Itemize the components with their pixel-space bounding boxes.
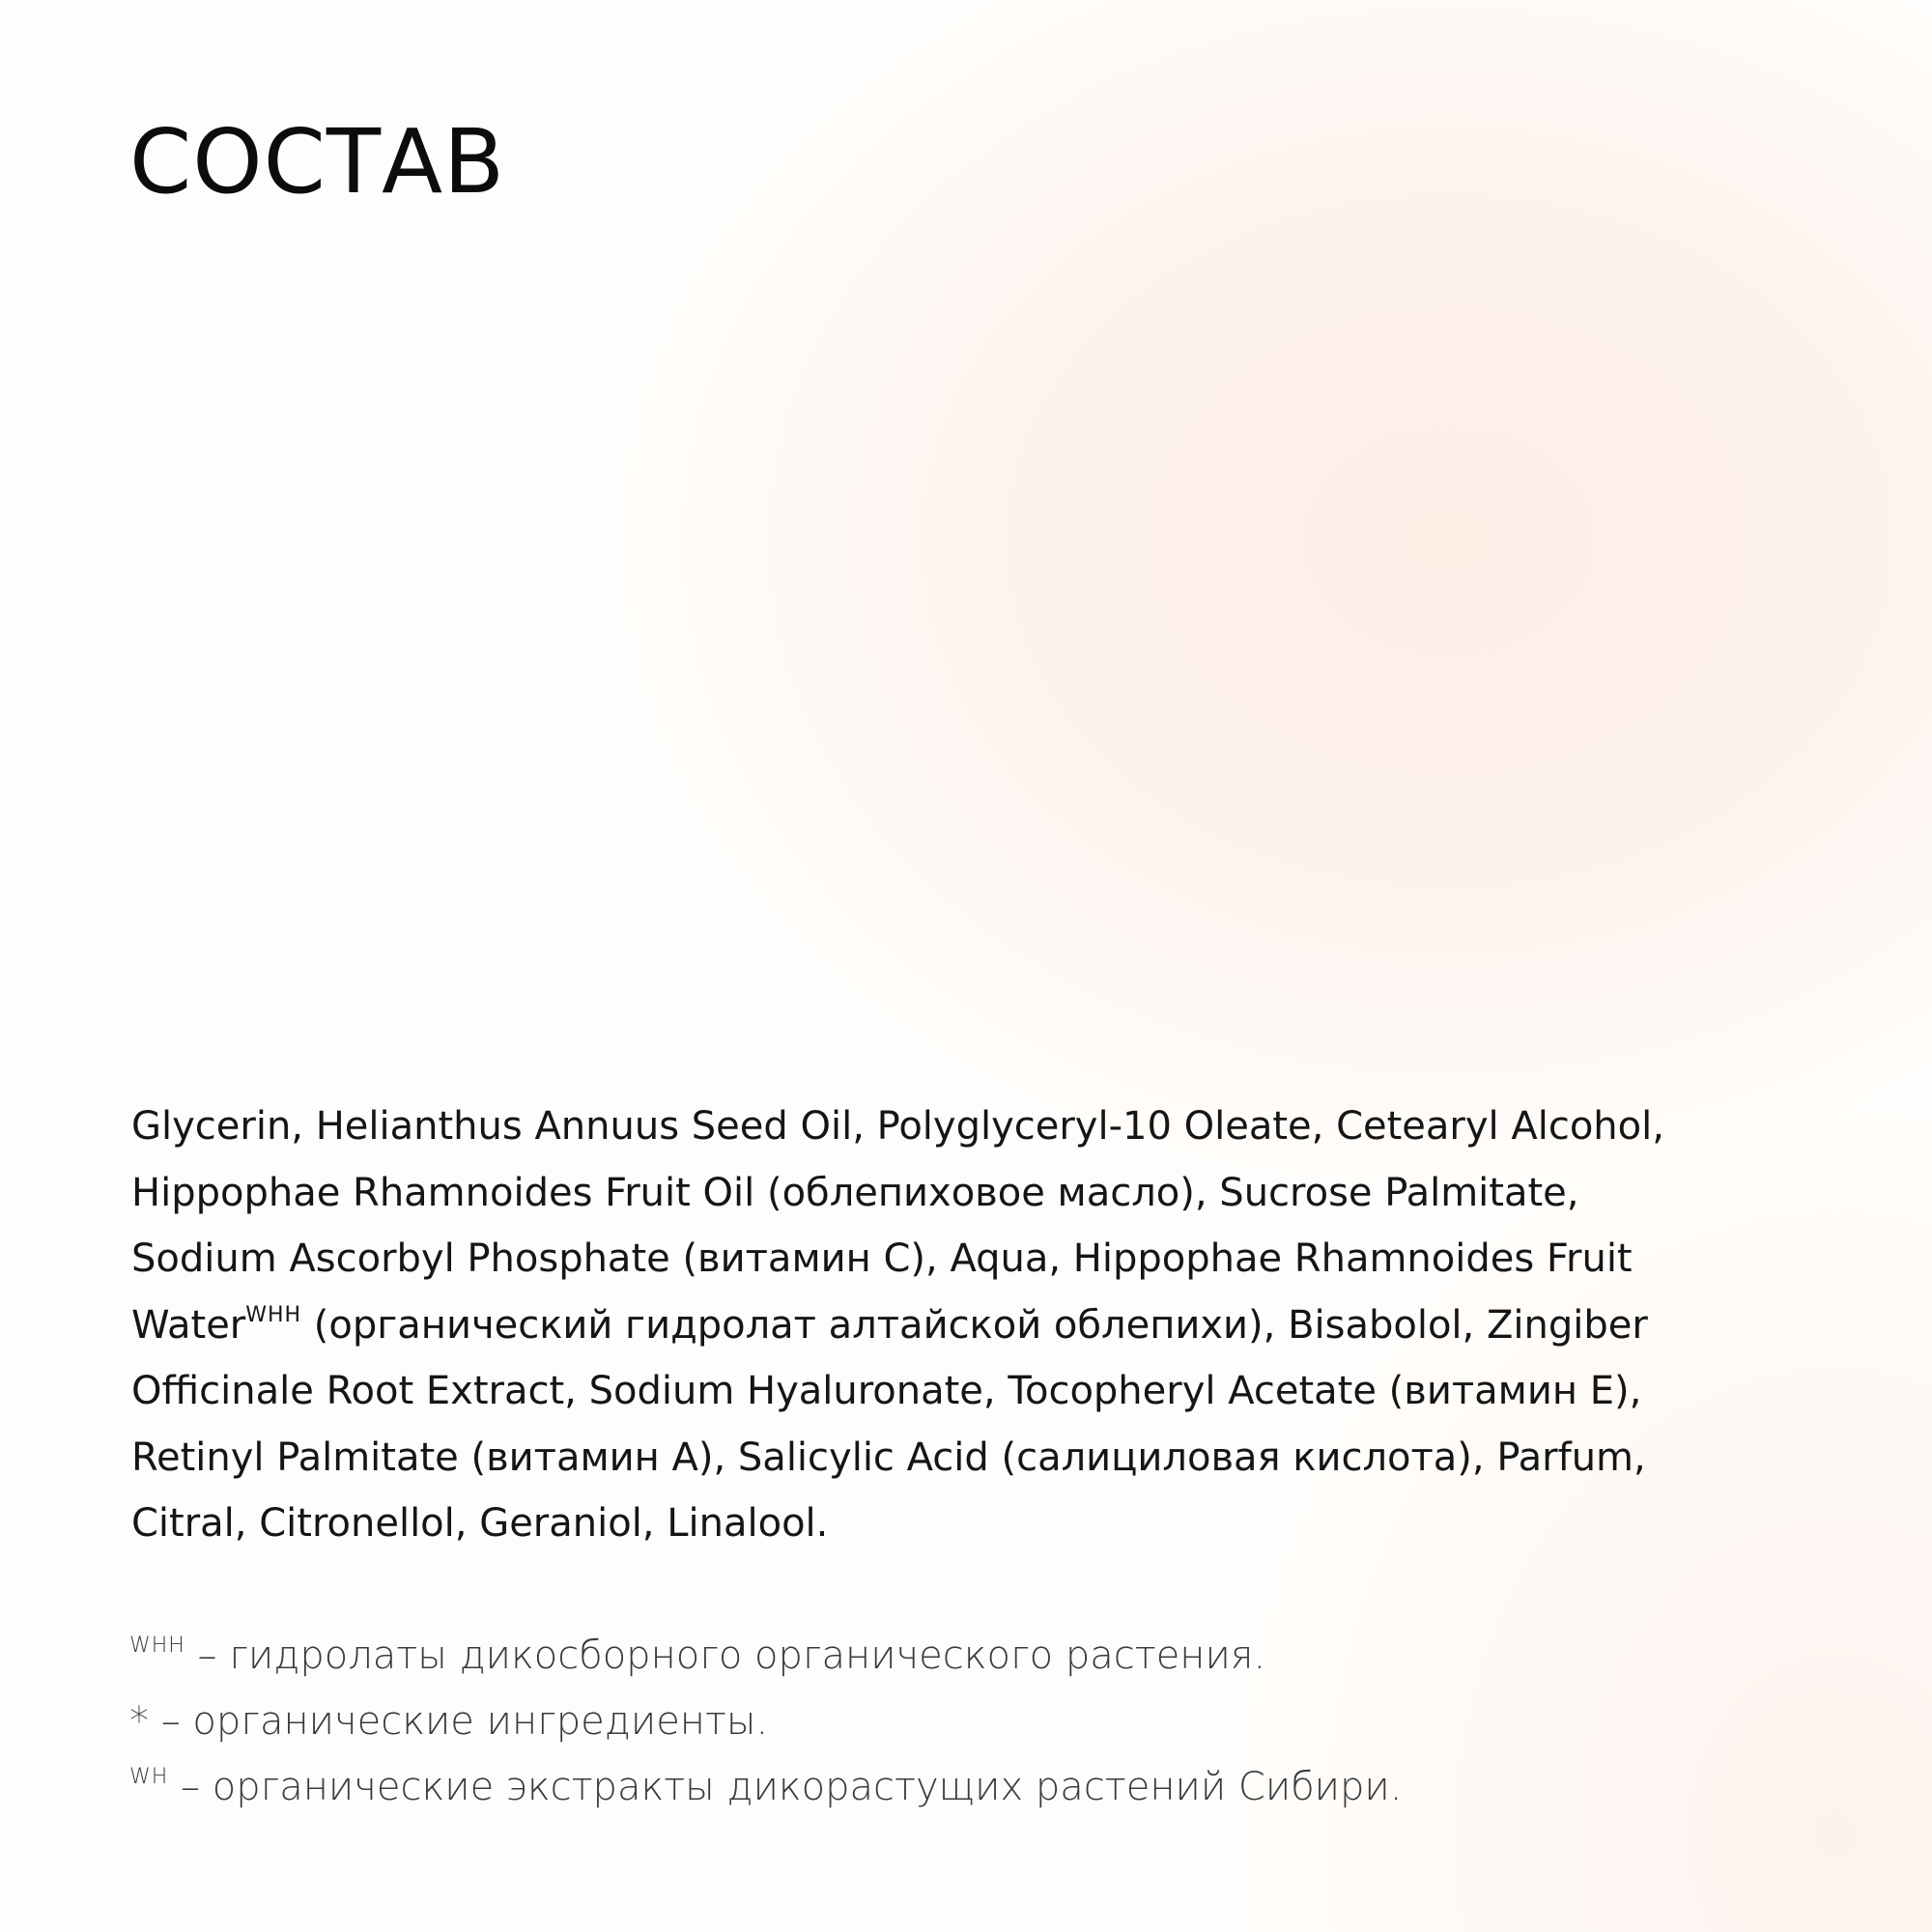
whh-superscript: WHH — [245, 1302, 302, 1327]
footnote-text: – органические экстракты дикорастущих растений Сибири. — [168, 1765, 1403, 1809]
footnote-text: – органические ингредиенты. — [149, 1699, 769, 1744]
footnotes — [129, 1623, 1810, 1820]
footnote-mark: WHH — [129, 1634, 185, 1658]
footnote-wh — [129, 1754, 1810, 1820]
ingredients-line: Retinyl Palmitate (витамин А), Salicylic Acid (салициловая кислота), Parfum, — [131, 1435, 1646, 1480]
page-title: СОСТАВ — [129, 110, 506, 213]
ingredient-text: (органический гидролат алтайской облепихи), Bisabolol, Zingiber — [301, 1302, 1648, 1348]
ingredients-line: Hippophae Rhamnoides Fruit Oil (облепиховое масло), Sucrose Palmitate, — [131, 1170, 1579, 1215]
ingredients-line: Glycerin, Helianthus Annuus Seed Oil, Polyglyceryl-10 Oleate, Cetearyl Alcohol, — [131, 1104, 1664, 1149]
footnote-mark: WH — [129, 1765, 169, 1789]
ingredients-line: Citral, Citronellol, Geraniol, Linalool. — [131, 1501, 829, 1546]
ingredients-line: Officinale Root Extract, Sodium Hyaluronate, Tocopheryl Acetate (витамин Е), — [131, 1369, 1642, 1413]
footnote-mark: * — [129, 1699, 149, 1744]
footnote-organic — [129, 1689, 1810, 1754]
footnote-whh — [129, 1623, 1810, 1689]
ingredient-water: Water — [131, 1302, 246, 1348]
ingredients-line: Sodium Ascorbyl Phosphate (витамин С), Aqua, Hippophae Rhamnoides Fruit — [131, 1236, 1633, 1281]
footnote-text: – гидролаты дикосборного органического растения. — [185, 1634, 1266, 1678]
ingredients-line — [131, 1293, 1812, 1359]
ingredients-list — [131, 1094, 1812, 1557]
